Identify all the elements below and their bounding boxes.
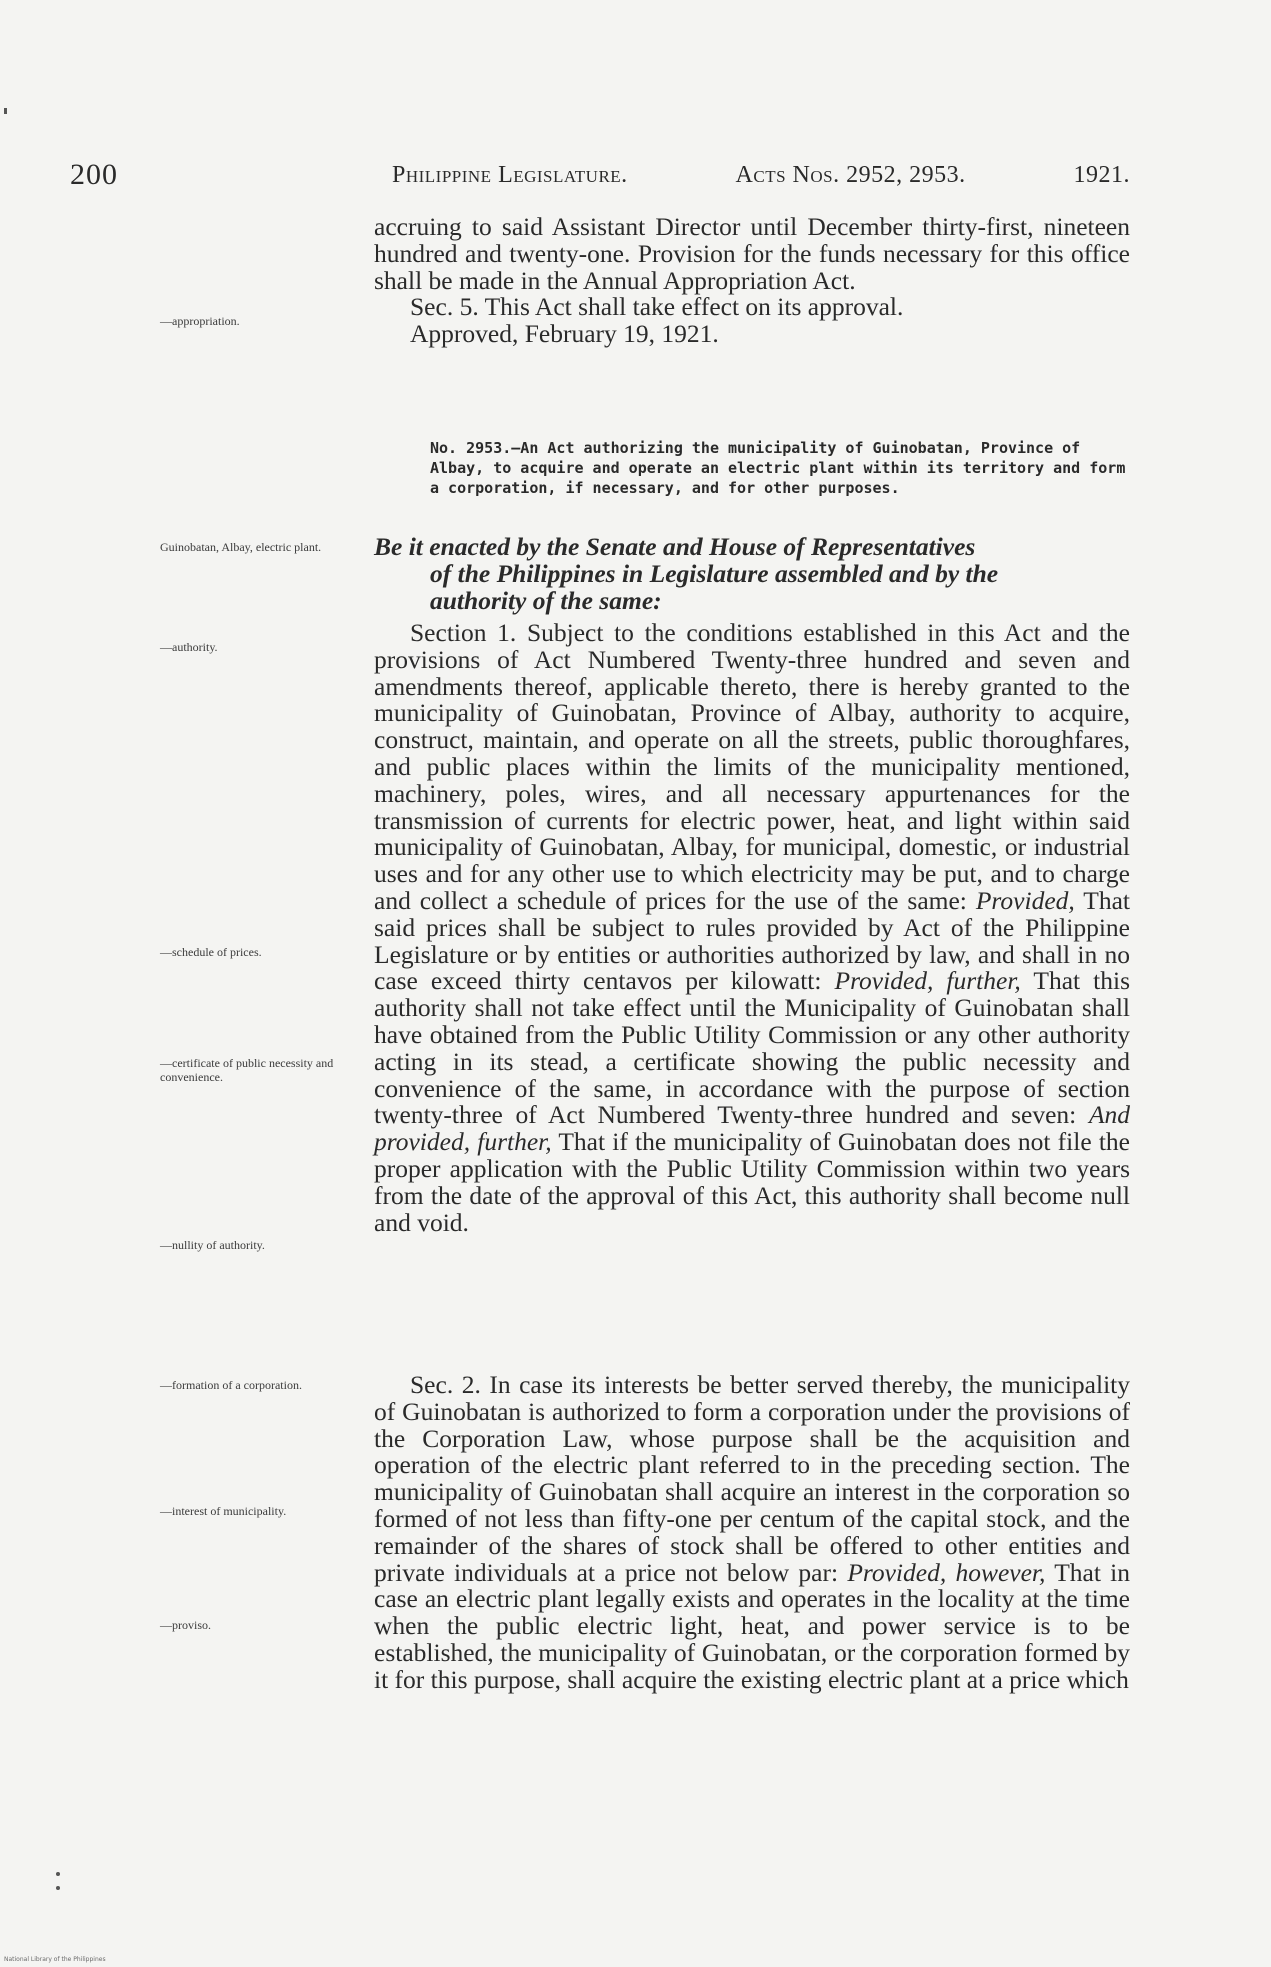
scan-mark-bottom	[56, 1872, 60, 1890]
section-2-b: That in case an electric plant legally exists and operates in the locality at the time when the public electric light, heat, and power service is to be established, the municipality of Guinobatan, or the corporation formed by it for this purpose, shall acquire the existing electric plant at a price which	[374, 1557, 1130, 1694]
scan-mark	[4, 108, 7, 114]
section-1-text	[374, 620, 1130, 1236]
act-2952-end	[374, 214, 1130, 348]
section-2	[374, 1372, 1130, 1694]
enacting-clause	[374, 533, 1130, 614]
enacting-line-2: of the Philippines in Legislature assembled and by the	[430, 559, 999, 588]
sidenote-guinobatan: Guinobatan, Albay, electric plant.	[160, 540, 322, 554]
section-1	[374, 620, 1130, 1236]
enacting-line-1: Be it enacted by the Senate and House of Representatives	[374, 532, 976, 561]
running-title: Philippine Legislature.	[392, 162, 628, 188]
dot	[56, 1886, 60, 1890]
sidenote-appropriation: —appropriation.	[160, 314, 240, 328]
act-2952-para: accruing to said Assistant Director until December thirty-first, nineteen hundred and twenty-one. Provision for the funds necessary for this office shall be made in the Annual Appropriation Act.	[374, 212, 1130, 295]
section-1-c: That this authority shall not take effect until the Municipality of Guinobatan shall have obtained from the Public Utility Commission or any other authority acting in its stead, a certificate showing the public necessity and convenience of the same, in accordance with the purpose of section twenty-three of Act Numbered Twenty-three hundred and seven:	[374, 966, 1130, 1130]
proviso-3: And provided, further,	[374, 1100, 1131, 1157]
acts-numbers: Acts Nos. 2952, 2953.	[735, 162, 966, 188]
sidenote-formation: —formation of a corporation.	[160, 1378, 302, 1392]
act-2953-title: No. 2953.—An Act authorizing the municipality of Guinobatan, Province of Albay, to acquire and operate an electric plant within its territory and form a corporation, if necessary, and for other purposes.	[430, 439, 1126, 497]
footer-credit: National Library of the Philippines	[4, 1956, 106, 1963]
sidenote-schedule: —schedule of prices.	[160, 945, 262, 959]
sidenote-interest: —interest of municipality.	[160, 1504, 287, 1518]
proviso-1: Provided,	[975, 885, 1075, 915]
act-2952-sec5: Sec. 5. This Act shall take effect on its approval.	[410, 292, 904, 322]
sidenote-certificate: —certificate of public necessity and convenience.	[160, 1056, 334, 1084]
section-1-a: Section 1. Subject to the conditions established in this Act and the provisions of Act Numbered Twenty-three hundred and seven and amendments thereof, applicable thereto, there is hereby granted to the municipality of Guinobatan, Province of Albay, authority to acquire, construct, maintain, and operate on all the streets, public thoroughfares, and public places within the limits of the municipality mentioned, machinery, poles, wires, and all necessary appurtenances for the transmission of currents for electric power, heat, and light within said municipality of Guinobatan, Albay, for municipal, domestic, or industrial uses and for any other use to which electricity may be put, and to charge and collect a schedule of prices for the use of the same:	[374, 618, 1130, 915]
dot	[56, 1872, 60, 1876]
enacting-line-3: authority of the same:	[430, 586, 662, 615]
header-year: 1921.	[1073, 162, 1130, 188]
section-1-b: That said prices shall be subject to rules provided by Act of the Philippine Legislature or by entities or authorities authorized by law, and shall in no case exceed thirty centavos per kilowatt:	[374, 885, 1131, 996]
section-2-text	[374, 1372, 1130, 1694]
sidenote-authority: —authority.	[160, 640, 218, 654]
sidenote-nullity: —nullity of authority.	[160, 1238, 265, 1252]
act-2952-approved: Approved, February 19, 1921.	[410, 319, 719, 349]
section-1-d: That if the municipality of Guinobatan does not file the proper application with the Public Utility Commission within two years from the date of the approval of this Act, this authority shall become null and void.	[374, 1127, 1130, 1237]
proviso-2: Provided, further,	[834, 966, 1021, 996]
proviso-4: Provided, however,	[847, 1557, 1046, 1587]
sidenote-proviso: —proviso.	[160, 1618, 211, 1632]
page-number: 200	[70, 158, 118, 191]
section-2-a: Sec. 2. In case its interests be better served thereby, the municipality of Guinobatan is authorized to form a corporation under the provisions of the Corporation Law, whose purpose shall be the acquisition and operation of the electric plant referred to in the preceding section. The municipality of Guinobatan shall acquire an interest in the corporation so formed of not less than fifty-one per centum of the capital stock, and the remainder of the shares of stock shall be offered to other entities and private individuals at a price not below par:	[374, 1370, 1130, 1587]
running-head	[392, 162, 1130, 189]
